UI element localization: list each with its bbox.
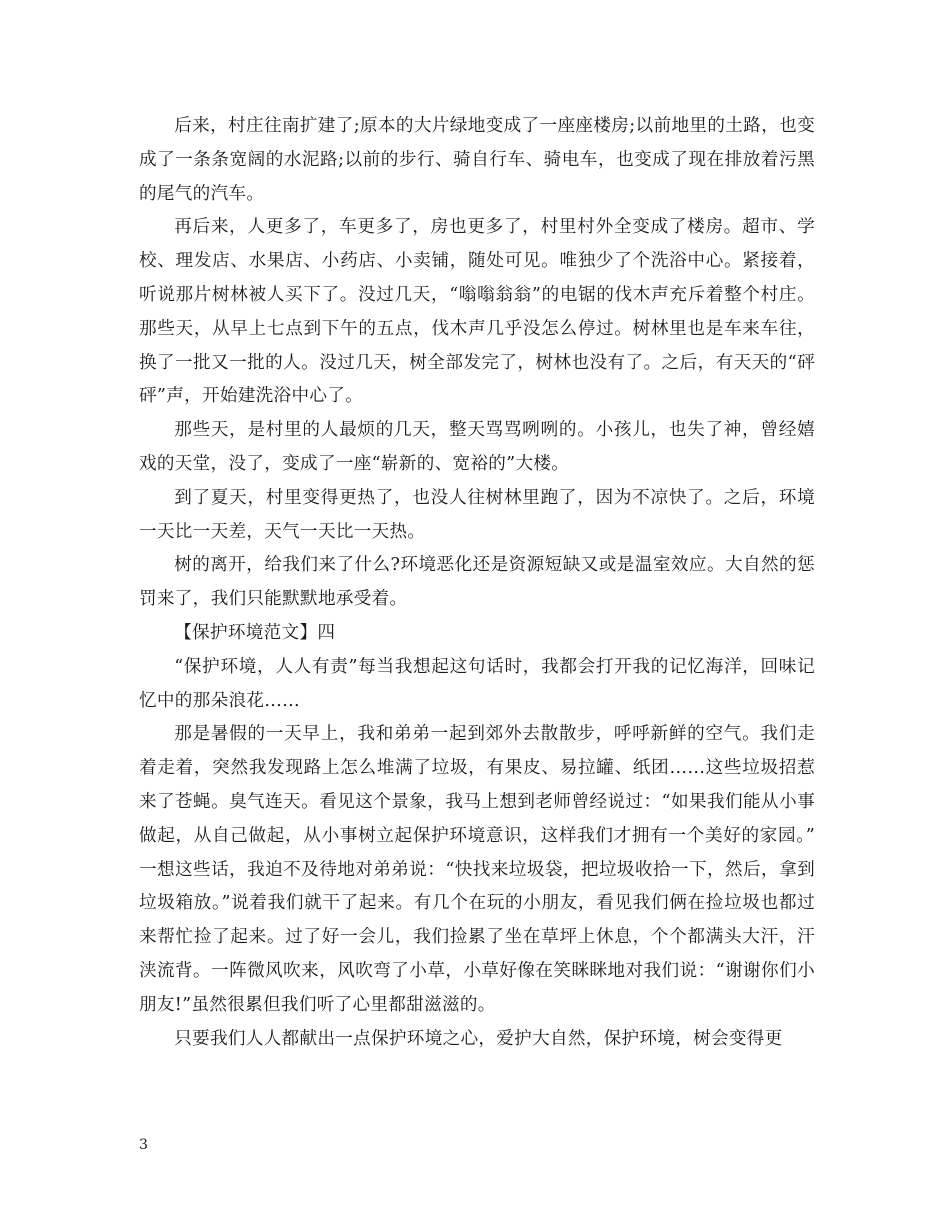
paragraph-8: 只要我们人人都献出一点保护环境之心，爱护大自然，保护环境，树会变得更: [174, 1028, 783, 1049]
paragraph-4: 到了夏天，村里变得更热了，也没人往树林里跑了，因为不凉快了。之后，环境一天比一天差，天气一天比一天热。: [139, 487, 815, 542]
paragraph-5: 树的离开，给我们来了什么?环境恶化还是资源短缺又或是温室效应。大自然的惩罚来了，我们只能默默地承受着。: [139, 555, 815, 610]
paragraph-1: 后来，村庄往南扩建了;原本的大片绿地变成了一座座楼房;以前地里的土路，也变成了一条条宽阔的水泥路;以前的步行、骑自行车、骑电车，也变成了现在排放着污黑的尾气的汽车。: [139, 116, 815, 204]
section-heading: 【保护环境范文】四: [174, 622, 336, 643]
paragraph-3: 那些天，是村里的人最烦的几天，整天骂骂咧咧的。小孩儿，也失了神，曾经嬉戏的天堂，没了，变成了一座“崭新的、宽裕的”大楼。: [139, 420, 815, 474]
document-body: [139, 110, 815, 1056]
paragraph-7: 那是暑假的一天早上，我和弟弟一起到郊外去散散步，呼呼新鲜的空气。我们走着走着，突然我发现路上怎么堆满了垃圾，有果皮、易拉罐、纸团……这些垃圾招惹来了苍蝇。臭气连天。看见这个景象，我马上想到老师曾经说过：“如果我们能从小事做起，从自己做起，从小事树立起保护环境意识，这样我们才拥有一个美好的家园。”一想这些话，我迫不及待地对弟弟说：“快找来垃圾袋，把垃圾收拾一下，然后，拿到垃圾箱放。”说着我们就干了起来。有几个在玩的小朋友，看见我们俩在捡垃圾也都过来帮忙捡了起来。过了好一会儿，我们捡累了坐在草坪上休息，个个都满头大汗，汗浃流背。一阵微风吹来，风吹弯了小草，小草好像在笑眯眯地对我们说：“谢谢你们小朋友!”虽然很累但我们听了心里都甜滋滋的。: [139, 724, 815, 1015]
paragraph-6: “保护环境，人人有责”每当我想起这句话时，我都会打开我的记忆海洋，回味记忆中的那朵浪花……: [139, 656, 815, 711]
paragraph-2: 再后来，人更多了，车更多了，房也更多了，村里村外全变成了楼房。超市、学校、理发店、水果店、小药店、小卖铺，随处可见。唯独少了个洗浴中心。紧接着，听说那片树林被人买下了。没过几天，“嗡嗡翁翁”的电锯的伐木声充斥着整个村庄。那些天，从早上七点到下午的五点，伐木声几乎没怎么停过。树林里也是车来车往，换了一批又一批的人。没过几天，树全部发完了，树林也没有了。之后，有天天的“砰砰”声，开始建洗浴中心了。: [139, 217, 815, 407]
page-number: 3: [139, 1137, 148, 1153]
